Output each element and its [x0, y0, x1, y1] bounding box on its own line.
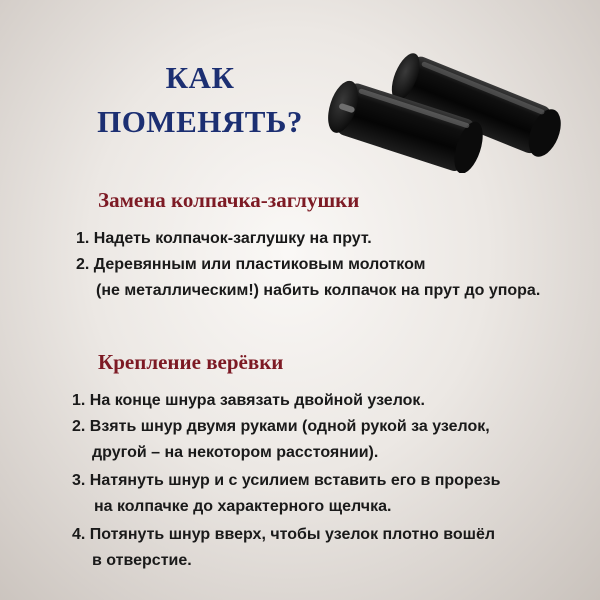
rope-step-3-continued: на колпачке до характерного щелчка. [94, 498, 392, 515]
plastic-caps-image [310, 28, 580, 173]
rope-step-4: 4. Потянуть шнур вверх, чтобы узелок плотно вошёл [72, 526, 496, 543]
rope-step-2-continued: другой – на некотором расстоянии). [92, 444, 379, 461]
page-title-line-1: КАК [165, 60, 235, 95]
rope-step-1: 1. На конце шнура завязать двойной узелок. [72, 392, 425, 409]
rope-step-4-continued: в отверстие. [92, 552, 192, 569]
section-heading-rope-fastening: Крепление верёвки [98, 350, 284, 374]
rope-step-2: 2. Взять шнур двумя руками (одной рукой за узелок, [72, 418, 490, 435]
page-title-line-2: ПОМЕНЯТЬ? [97, 104, 303, 139]
cap-step-2: 2. Деревянным или пластиковым молотком [76, 256, 426, 273]
rope-step-3: 3. Натянуть шнур и с усилием вставить его в прорезь [72, 472, 501, 489]
cap-step-1: 1. Надеть колпачок-заглушку на прут. [76, 230, 372, 247]
section-heading-cap-replacement: Замена колпачка-заглушки [98, 188, 360, 212]
cap-step-2-continued: (не металлическим!) набить колпачок на прут до упора. [96, 282, 541, 299]
